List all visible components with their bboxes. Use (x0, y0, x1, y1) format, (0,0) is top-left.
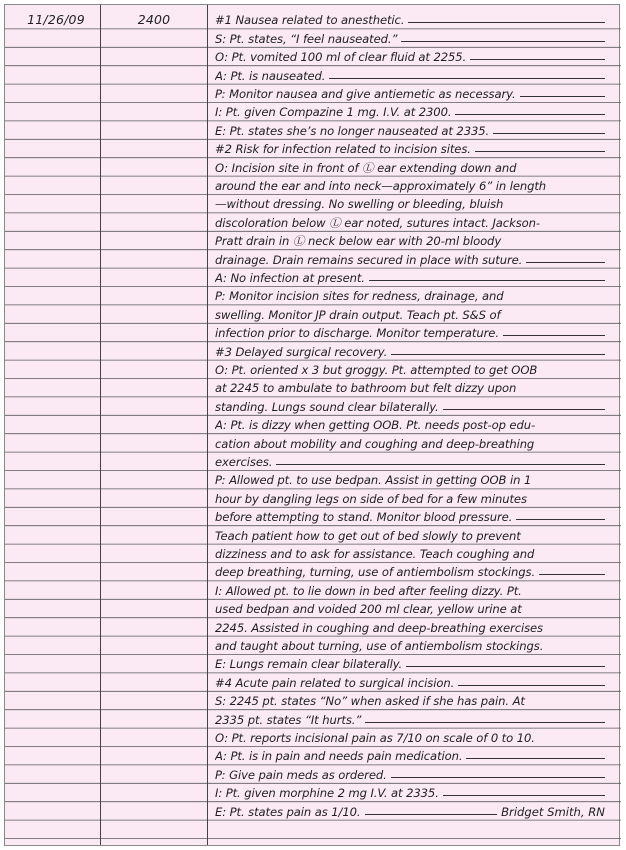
note-line (215, 213, 605, 231)
line-fill-dash (526, 262, 605, 263)
line-fill-dash (408, 22, 605, 23)
note-line (215, 618, 605, 636)
line-fill-dash (503, 335, 605, 336)
note-row (5, 66, 619, 84)
note-row (5, 747, 619, 765)
note-text: drainage. Drain remains secured in place with suture. (215, 252, 523, 267)
note-line (215, 195, 605, 213)
note-row (5, 305, 619, 323)
note-text: I: Pt. given Compazine 1 mg. I.V. at 2300. (215, 105, 452, 120)
note-line (215, 526, 605, 544)
note-row (5, 195, 619, 213)
note-row (5, 600, 619, 618)
line-fill-dash (470, 59, 605, 60)
note-line (215, 710, 605, 728)
line-fill-dash (458, 685, 605, 686)
note-text: E: Lungs remain clear bilaterally. (215, 657, 403, 672)
note-row (5, 489, 619, 507)
line-fill-dash (443, 409, 605, 410)
line-fill-dash (391, 354, 605, 355)
note-text: I: Allowed pt. to lie down in bed after feeling dizzy. Pt. (215, 583, 522, 598)
note-row (5, 729, 619, 747)
note-line (215, 324, 605, 342)
note-row (5, 416, 619, 434)
note-line (215, 29, 605, 47)
note-text: I: Pt. given morphine 2 mg I.V. at 2335. (215, 786, 439, 801)
note-row (5, 121, 619, 139)
note-row (5, 48, 619, 66)
note-row (5, 287, 619, 305)
note-row (5, 655, 619, 673)
line-fill-dash (276, 464, 605, 465)
line-fill-dash (443, 795, 605, 796)
note-text: S: 2245 pt. states “No” when asked if she has pain. At (215, 694, 525, 709)
note-text: at 2245 to ambulate to bathroom but felt dizzy upon (215, 381, 517, 396)
note-text: P: Monitor incision sites for redness, drainage, and (215, 289, 504, 304)
note-text: 2335 pt. states “It hurts.” (215, 712, 362, 727)
note-row (5, 802, 619, 820)
note-row (5, 673, 619, 691)
line-fill-dash (329, 78, 605, 79)
note-line (215, 655, 605, 673)
line-fill-dash (401, 41, 605, 42)
note-line (215, 802, 605, 820)
note-text: used bedpan and voided 200 ml clear, yellow urine at (215, 602, 522, 617)
nurse-signature: Bridget Smith, RN (501, 804, 605, 819)
note-row (5, 453, 619, 471)
note-row (5, 11, 619, 29)
note-text: S: Pt. states, “I feel nauseated.” (215, 31, 398, 46)
note-text: O: Pt. oriented x 3 but groggy. Pt. attempted to get OOB (215, 362, 538, 377)
note-text: hour by dangling legs on side of bed for a few minutes (215, 491, 527, 506)
note-row (5, 269, 619, 287)
note-line (215, 342, 605, 360)
note-line (215, 673, 605, 691)
line-fill-dash (391, 777, 605, 778)
note-text: #1 Nausea related to anesthetic. (215, 13, 405, 28)
note-text: E: Pt. states pain as 1/10. (215, 804, 361, 819)
note-text: infection prior to discharge. Monitor temperature. (215, 326, 499, 341)
note-text: around the ear and into neck—approximately 6” in length (215, 178, 547, 193)
note-text: #2 Risk for infection related to incision sites. (215, 142, 471, 157)
note-text: #3 Delayed surgical recovery. (215, 344, 388, 359)
note-text: standing. Lungs sound clear bilaterally. (215, 399, 439, 414)
note-text: O: Incision site in front of Ⓛ ear extending down and (215, 160, 517, 175)
note-text: 2245. Assisted in coughing and deep-breathing exercises (215, 620, 544, 635)
note-line (215, 269, 605, 287)
note-row (5, 471, 619, 489)
nursing-notes-sheet (4, 4, 620, 846)
note-line (215, 85, 605, 103)
note-line (215, 563, 605, 581)
note-text: P: Monitor nausea and give antiemetic as necessary. (215, 86, 516, 101)
note-text: A: No infection at present. (215, 270, 365, 285)
note-line (215, 434, 605, 452)
note-line (215, 489, 605, 507)
note-line (215, 177, 605, 195)
note-row (5, 692, 619, 710)
note-line (215, 121, 605, 139)
line-fill-dash (455, 114, 605, 115)
note-text: cation about mobility and coughing and deep-breathing (215, 436, 535, 451)
note-line (215, 416, 605, 434)
note-row (5, 563, 619, 581)
note-text: A: Pt. is nauseated. (215, 68, 326, 83)
line-fill-dash (520, 96, 605, 97)
note-row (5, 784, 619, 802)
note-line (215, 361, 605, 379)
note-text: P: Give pain meds as ordered. (215, 767, 387, 782)
note-line (215, 287, 605, 305)
line-fill-dash (406, 666, 605, 667)
note-text: P: Allowed pt. to use bedpan. Assist in getting OOB in 1 (215, 473, 532, 488)
note-row (5, 397, 619, 415)
note-row (5, 29, 619, 47)
note-text: A: Pt. is dizzy when getting OOB. Pt. needs post-op edu- (215, 418, 536, 433)
note-line (215, 140, 605, 158)
note-line (215, 11, 605, 29)
note-line (215, 747, 605, 765)
note-text: —without dressing. No swelling or bleeding, bluish (215, 197, 504, 212)
note-text: dizziness and to ask for assistance. Teach coughing and (215, 546, 535, 561)
note-row (5, 618, 619, 636)
note-text: O: Pt. vomited 100 ml of clear fluid at 2255. (215, 50, 467, 65)
note-line (215, 692, 605, 710)
entry-date: 11/26/09 (27, 12, 85, 27)
line-fill-dash (365, 722, 605, 723)
note-line (215, 765, 605, 783)
line-fill-dash (365, 814, 498, 815)
line-fill-dash (539, 574, 605, 575)
note-text: E: Pt. states she’s no longer nauseated at 2335. (215, 123, 490, 138)
note-row (5, 158, 619, 176)
note-line (215, 103, 605, 121)
note-row (5, 213, 619, 231)
note-text: discoloration below Ⓛ ear noted, sutures intact. Jackson- (215, 215, 540, 230)
line-fill-dash (466, 758, 605, 759)
note-line (215, 232, 605, 250)
note-row (5, 324, 619, 342)
note-line (215, 637, 605, 655)
note-text: Teach patient how to get out of bed slowly to prevent (215, 528, 521, 543)
line-fill-dash (369, 280, 605, 281)
note-line (215, 508, 605, 526)
note-text: exercises. (215, 454, 273, 469)
note-row (5, 342, 619, 360)
note-row (5, 232, 619, 250)
note-row (5, 581, 619, 599)
note-text: deep breathing, turning, use of antiembolism stockings. (215, 565, 536, 580)
note-line (215, 48, 605, 66)
line-fill-dash (516, 519, 605, 520)
note-row (5, 637, 619, 655)
note-text: before attempting to stand. Monitor blood pressure. (215, 510, 513, 525)
note-row (5, 434, 619, 452)
note-text: #4 Acute pain related to surgical incision. (215, 675, 455, 690)
note-row (5, 545, 619, 563)
note-line (215, 158, 605, 176)
note-row (5, 361, 619, 379)
note-row (5, 250, 619, 268)
note-row (5, 710, 619, 728)
note-line (215, 545, 605, 563)
note-line (215, 397, 605, 415)
note-line (215, 453, 605, 471)
note-row (5, 177, 619, 195)
note-line (215, 471, 605, 489)
note-line (215, 305, 605, 323)
note-row (5, 85, 619, 103)
note-row (5, 140, 619, 158)
note-text: O: Pt. reports incisional pain as 7/10 on scale of 0 to 10. (215, 730, 535, 745)
note-text: Pratt drain in Ⓛ neck below ear with 20-ml bloody (215, 234, 502, 249)
note-text: swelling. Monitor JP drain output. Teach pt. S&S of (215, 307, 501, 322)
note-row (5, 765, 619, 783)
note-line (215, 729, 605, 747)
note-line (215, 784, 605, 802)
note-line (215, 379, 605, 397)
note-row (5, 103, 619, 121)
note-text: and taught about turning, use of antiembolism stockings. (215, 638, 544, 653)
note-text: A: Pt. is in pain and needs pain medication. (215, 749, 463, 764)
note-line (215, 66, 605, 84)
note-line (215, 581, 605, 599)
line-fill-dash (493, 133, 605, 134)
note-line (215, 600, 605, 618)
note-row (5, 508, 619, 526)
note-row (5, 526, 619, 544)
note-row (5, 379, 619, 397)
entry-time: 2400 (137, 12, 171, 27)
line-fill-dash (475, 151, 605, 152)
note-line (215, 250, 605, 268)
